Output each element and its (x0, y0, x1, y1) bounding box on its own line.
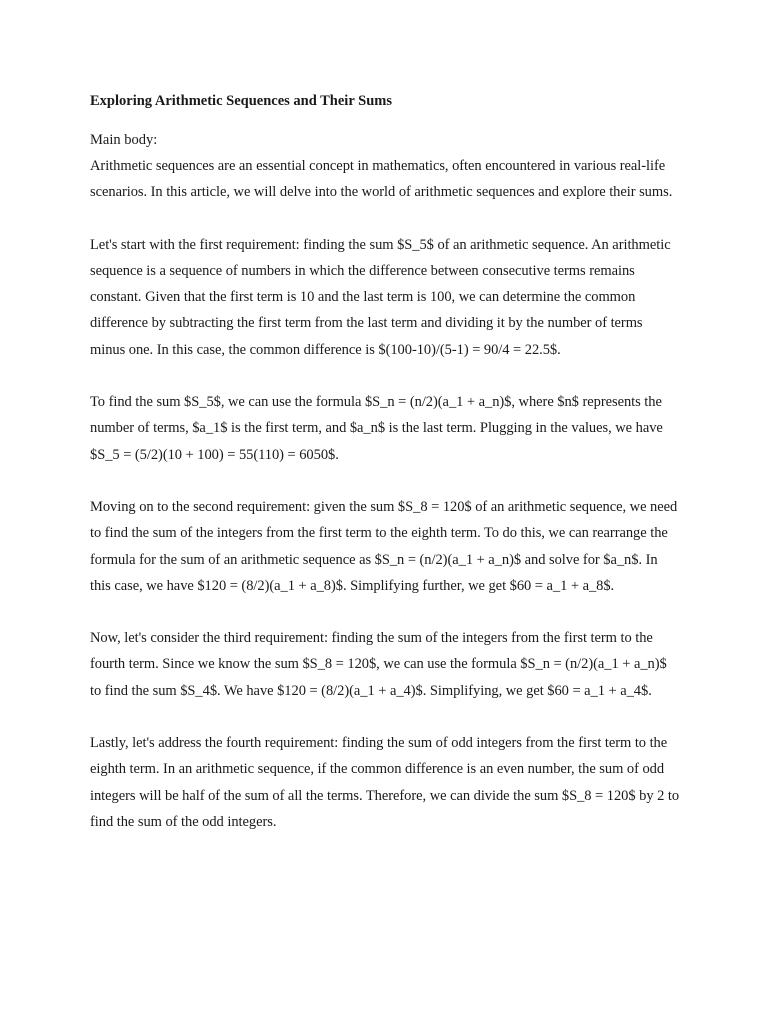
paragraph-intro: Arithmetic sequences are an essential concept in mathematics, often encountered in various real-life scenarios. In this article, we will delve into the world of arithmetic sequences and explore their sums. (90, 158, 673, 201)
document-title: Exploring Arithmetic Sequences and Their Sums (90, 93, 392, 109)
paragraph-third-requirement: Now, let's consider the third requirement: finding the sum of the integers from the first term to the fourth term. Since we know the sum $S_8 = 120$, we can use the formula $S_n = (n/2)(a_1 + a_n)$ to find the sum $S_4$. We have $120 = (8/2)(a_1 + a_4)$. Simplifying, we get $60 = a_1 + a_4$. (90, 630, 667, 699)
paragraph-sum-formula: To find the sum $S_5$, we can use the formula $S_n = (n/2)(a_1 + a_n)$, where $n$ represents the number of terms, $a_1$ is the first term, and $a_n$ is the last term. Plugging in the values, we have $S_5 = (5/2)(10 + 100) = 55(110) = 6050$. (90, 394, 663, 463)
main-body-label: Main body: (90, 132, 158, 148)
paragraph-first-requirement: Let's start with the first requirement: finding the sum $S_5$ of an arithmetic sequence. An arithmetic sequence is a sequence of numbers in which the difference between consecutive terms remains constant. Given that the first term is 10 and the last term is 100, we can determine the common difference by subtracting the first term from the last term and dividing it by the number of terms minus one. In this case, the common difference is $(100-10)/(5-1) = 90/4 = 22.5$. (90, 236, 671, 358)
paragraph-second-requirement: Moving on to the second requirement: given the sum $S_8 = 120$ of an arithmetic sequence, we need to find the sum of the integers from the first term to the eighth term. To do this, we can rearrange the formula for the sum of an arithmetic sequence as $S_n = (n/2)(a_1 + a_n)$ and solve for $a_n$. In this case, we have $120 = (8/2)(a_1 + a_8)$. Simplifying further, we get $60 = a_1 + a_8$. (90, 498, 678, 594)
paragraph-fourth-requirement: Lastly, let's address the fourth requirement: finding the sum of odd integers from the first term to the eighth term. In an arithmetic sequence, if the common difference is an even number, the sum of odd integers will be half of the sum of all the terms. Therefore, we can divide the sum $S_8 = 120$ by 2 to find the sum of the odd integers. (90, 735, 680, 830)
document-page (90, 91, 680, 861)
